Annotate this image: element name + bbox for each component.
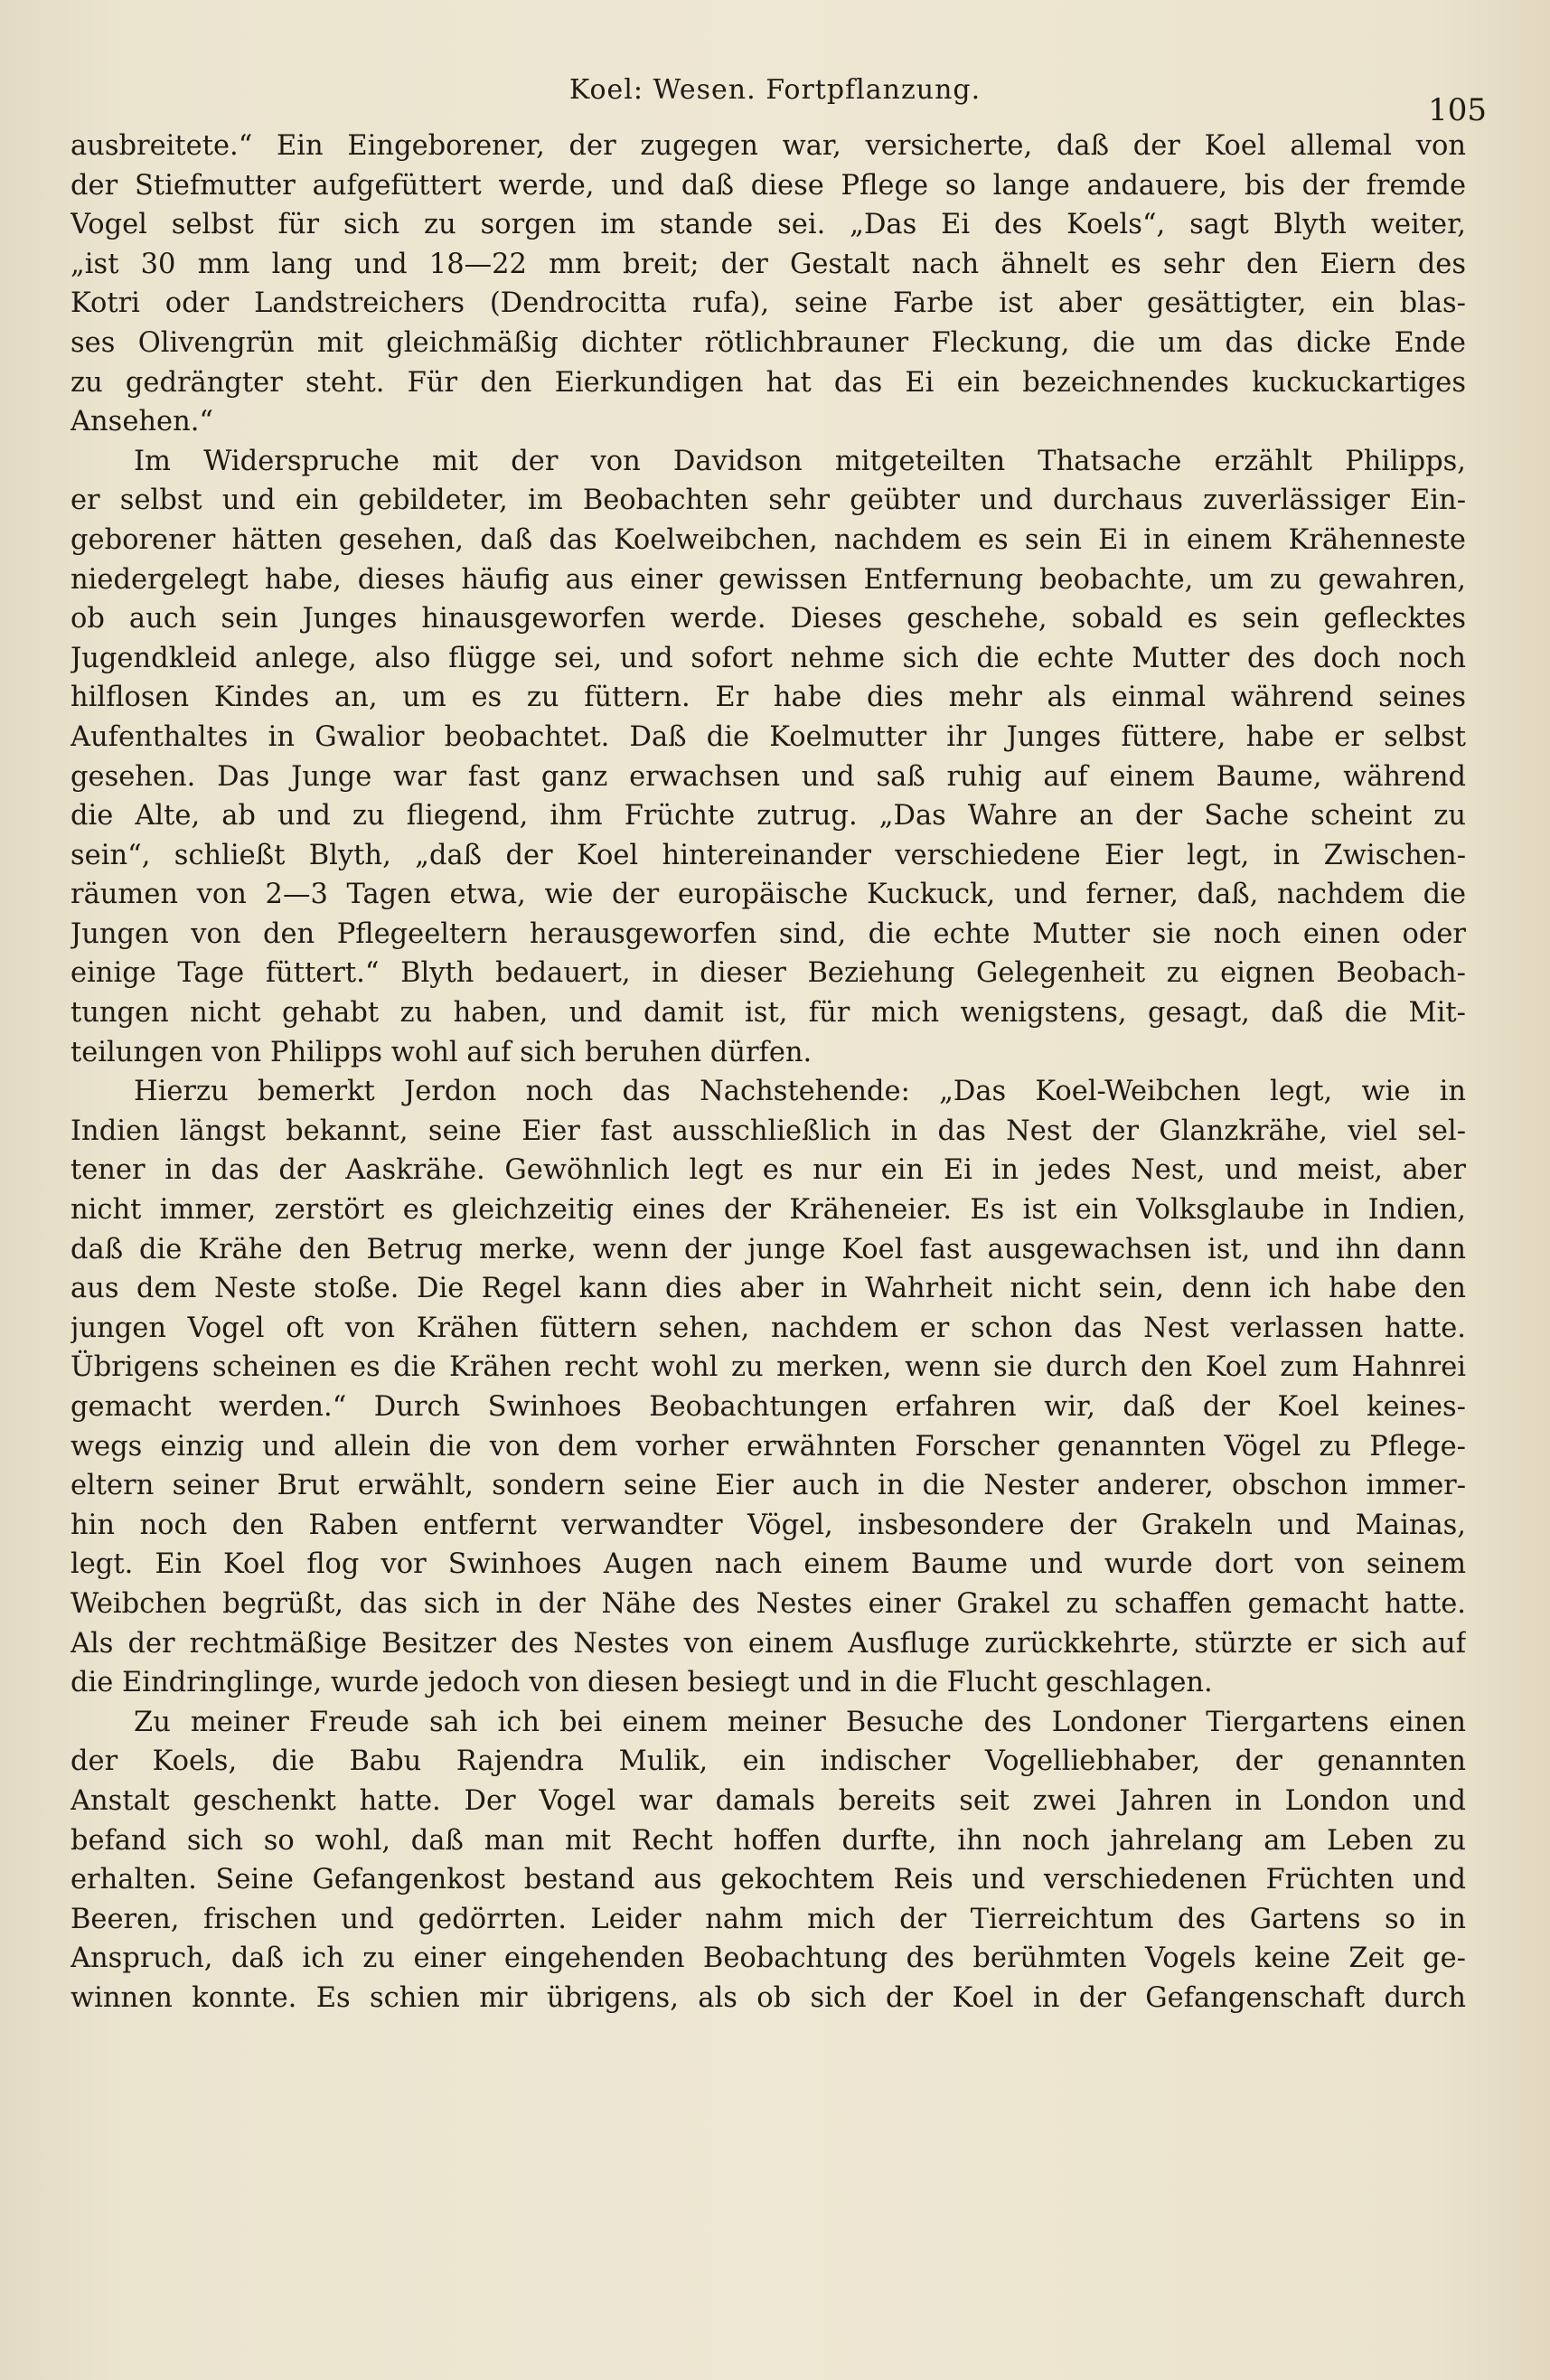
text-line: Kotri oder Landstreichers (Dendrocitta rufa), seine Farbe ist aber gesättigter, ein blas- xyxy=(70,287,1466,320)
text-line: eltern seiner Brut erwählt, sondern seine Eier auch in die Nester anderer, obschon immer- xyxy=(70,1470,1466,1502)
text-line: „ist 30 mm lang und 18—22 mm breit; der Gestalt nach ähnelt es sehr den Eiern des xyxy=(70,248,1466,280)
text-line: Indien längst bekannt, seine Eier fast ausschließlich in das Nest der Glanzkrähe, viel sel- xyxy=(70,1115,1466,1147)
running-head: Koel: Wesen. Fortpflanzung. xyxy=(568,74,982,106)
text-line: gemacht werden.“ Durch Swinhoes Beobachtungen erfahren wir, daß der Koel keines- xyxy=(70,1391,1466,1423)
text-line: Ansehen.“ xyxy=(70,406,213,438)
text-line: Zu meiner Freude sah ich bei einem meiner Besuche des Londoner Tiergartens einen xyxy=(134,1706,1466,1738)
text-line: ses Olivengrün mit gleichmäßig dichter rötlichbrauner Fleckung, die um das dicke Ende xyxy=(70,326,1466,359)
text-line: Beeren, frischen und gedörrten. Leider nahm mich der Tierreichtum des Gartens so in xyxy=(70,1903,1466,1935)
text-line: er selbst und ein gebildeter, im Beobachten sehr geübter und durchaus zuverlässiger Ein- xyxy=(70,484,1466,517)
text-line: wegs einzig und allein die von dem vorher erwähnten Forscher genannten Vögel zu Pflege- xyxy=(70,1430,1466,1463)
text-line: Anspruch, daß ich zu einer eingehenden Beobachtung des berühmten Vogels keine Zeit ge- xyxy=(70,1943,1466,1975)
text-line: Jugendkleid anlege, also flügge sei, und sofort nehme sich die echte Mutter des doch noch xyxy=(70,642,1466,674)
text-line: tungen nicht gehabt zu haben, und damit ist, für mich wenigstens, gesagt, daß die Mit- xyxy=(70,997,1466,1030)
text-line: jungen Vogel oft von Krähen füttern sehen, nachdem er schon das Nest verlassen hatte. xyxy=(70,1312,1466,1344)
text-line: teilungen von Philipps wohl auf sich beruhen dürfen. xyxy=(70,1036,813,1068)
text-line: einige Tage füttert.“ Blyth bedauert, in dieser Beziehung Gelegenheit zu eignen Beobach- xyxy=(70,957,1466,990)
text-line: räumen von 2—3 Tagen etwa, wie der europäische Kuckuck, und ferner, daß, nachdem die xyxy=(70,879,1466,911)
text-line: Als der rechtmäßige Besitzer des Nestes von einem Ausfluge zurückkehrte, stürzte er sich auf xyxy=(70,1627,1466,1660)
text-line: Hierzu bemerkt Jerdon noch das Nachstehende: „Das Koel-Weibchen legt, wie in xyxy=(134,1076,1466,1108)
text-line: die Alte, ab und zu fliegend, ihm Früchte zutrug. „Das Wahre an der Sache scheint zu xyxy=(70,800,1466,833)
text-line: aus dem Neste stoße. Die Regel kann dies aber in Wahrheit nicht sein, denn ich habe den xyxy=(70,1273,1466,1305)
text-line: niedergelegt habe, dieses häufig aus einer gewissen Entfernung beobachte, um zu gewahren, xyxy=(70,563,1466,596)
text-line: erhalten. Seine Gefangenkost bestand aus gekochtem Reis und verschiedenen Früchten und xyxy=(70,1864,1466,1896)
text-line: Im Widerspruche mit der von Davidson mitgeteilten Thatsache erzählt Philipps, xyxy=(134,445,1466,477)
text-line: sein“, schließt Blyth, „daß der Koel hintereinander verschiedene Eier legt, in Zwischen- xyxy=(70,839,1466,871)
text-line: Übrigens scheinen es die Krähen recht wohl zu merken, wenn sie durch den Koel zum Hahnrei xyxy=(70,1351,1466,1384)
page-number: 105 xyxy=(1428,92,1487,128)
text-line: hin noch den Raben entfernt verwandter Vögel, insbesondere der Grakeln und Mainas, xyxy=(70,1509,1466,1541)
text-line: Anstalt geschenkt hatte. Der Vogel war damals bereits seit zwei Jahren in London und xyxy=(70,1784,1466,1817)
body-text xyxy=(70,127,1466,2018)
text-line: ausbreitete.“ Ein Eingeborener, der zugegen war, versicherte, daß der Koel allemal von xyxy=(70,130,1466,162)
text-line: zu gedrängter steht. Für den Eierkundigen hat das Ei ein bezeichnendes kuckuckartiges xyxy=(70,366,1466,399)
text-line: nicht immer, zerstört es gleichzeitig eines der Kräheneier. Es ist ein Volksglaube in Indien, xyxy=(70,1194,1466,1227)
text-line: Weibchen begrüßt, das sich in der Nähe des Nestes einer Grakel zu schaffen gemacht hatte. xyxy=(70,1587,1466,1620)
text-line: der Koels, die Babu Rajendra Mulik, ein indischer Vogelliebhaber, der genannten xyxy=(70,1745,1466,1778)
text-line: der Stiefmutter aufgefüttert werde, und daß diese Pflege so lange andauere, bis der fremde xyxy=(70,169,1466,202)
text-line: ob auch sein Junges hinausgeworfen werde. Dieses geschehe, sobald es sein geflecktes xyxy=(70,603,1466,635)
text-line: Vogel selbst für sich zu sorgen im stande sei. „Das Ei des Koels“, sagt Blyth weiter, xyxy=(70,209,1466,241)
text-line: winnen konnte. Es schien mir übrigens, als ob sich der Koel in der Gefangenschaft durch xyxy=(70,1981,1466,2014)
text-line: Jungen von den Pflegeeltern herausgeworfen sind, die echte Mutter sie noch einen oder xyxy=(70,917,1466,950)
text-line: die Eindringlinge, wurde jedoch von diesen besiegt und in die Flucht geschlagen. xyxy=(70,1667,1213,1699)
text-line: gesehen. Das Junge war fast ganz erwachsen und saß ruhig auf einem Baume, während xyxy=(70,760,1466,793)
text-line: hilflosen Kindes an, um es zu füttern. Er habe dies mehr als einmal während seines xyxy=(70,682,1466,714)
text-line: Aufenthaltes in Gwalior beobachtet. Daß die Koelmutter ihr Junges füttere, habe er selbst xyxy=(70,720,1466,753)
text-line: daß die Krähe den Betrug merke, wenn der junge Koel fast ausgewachsen ist, und ihn dann xyxy=(70,1233,1466,1265)
text-line: geborener hätten gesehen, daß das Koelweibchen, nachdem es sein Ei in einem Krähenneste xyxy=(70,523,1466,556)
text-line: befand sich so wohl, daß man mit Recht hoffen durfte, ihn noch jahrelang am Leben zu xyxy=(70,1824,1466,1857)
text-line: tener in das der Aaskrähe. Gewöhnlich legt es nur ein Ei in jedes Nest, und meist, aber xyxy=(70,1154,1466,1187)
text-line: legt. Ein Koel flog vor Swinhoes Augen nach einem Baume und wurde dort von seinem xyxy=(70,1548,1466,1581)
